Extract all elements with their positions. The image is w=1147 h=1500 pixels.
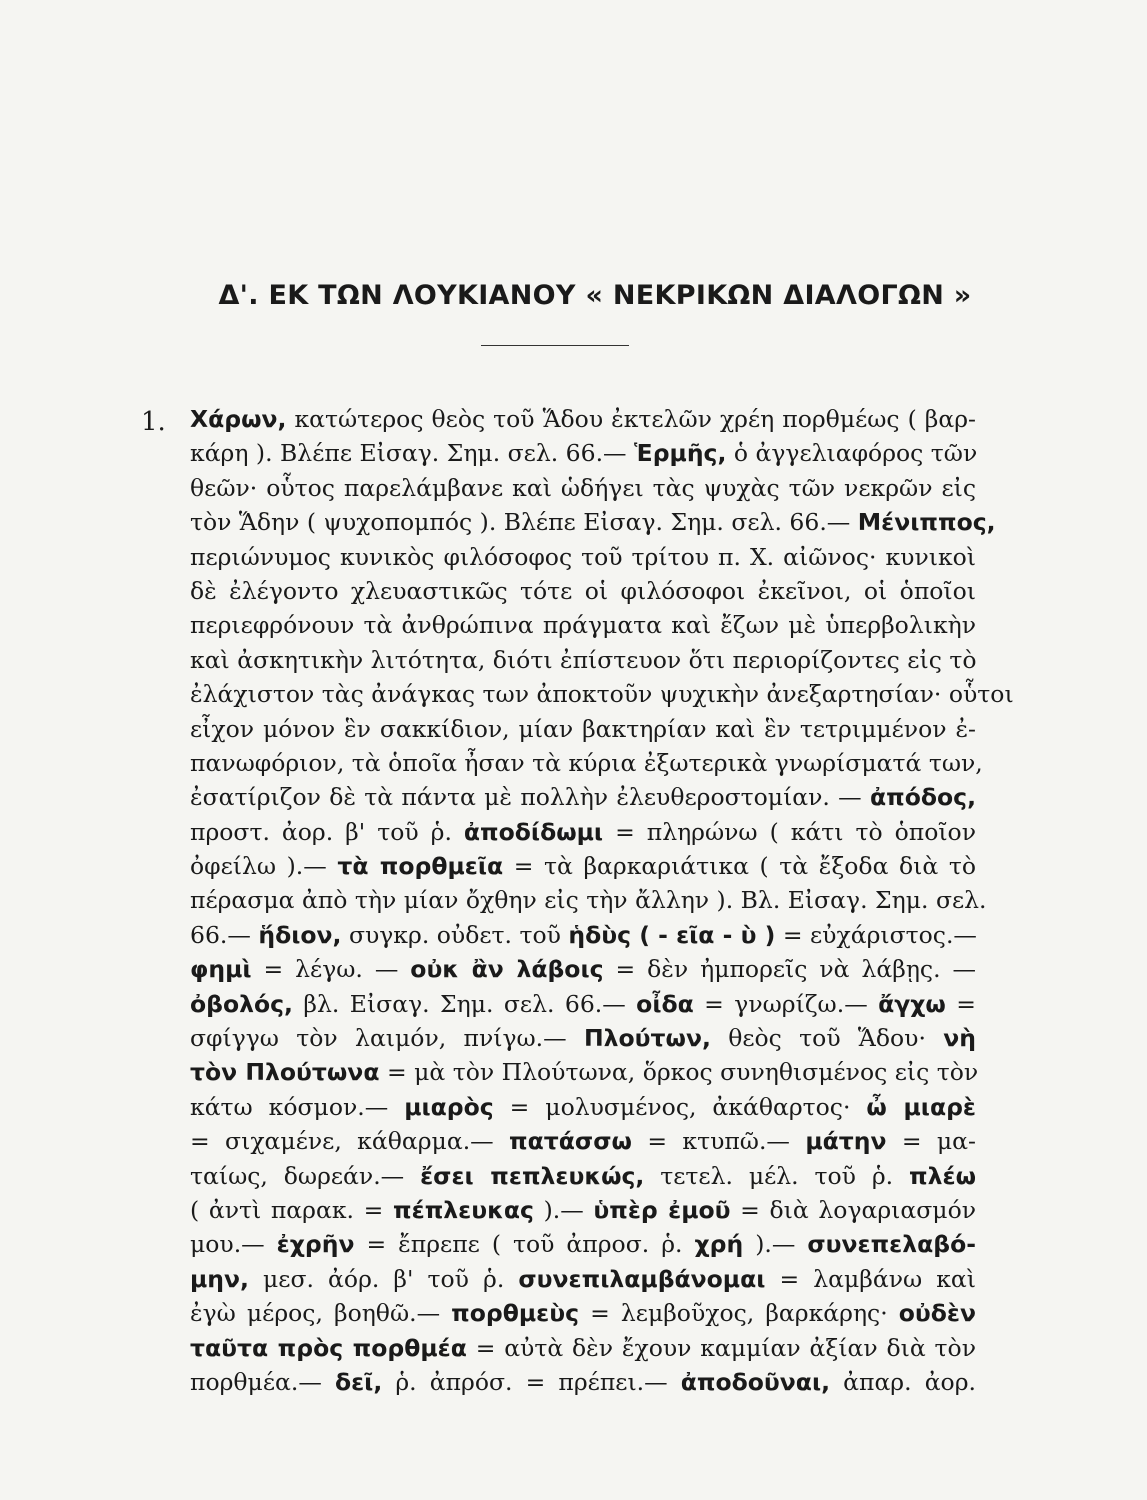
gloss-text: ὀφείλω ).—	[190, 852, 338, 881]
text-line	[190, 677, 1014, 711]
text-line	[190, 1331, 976, 1365]
gloss-text: βλ. Εἰσαγ. Σημ. σελ. 66.—	[293, 989, 637, 1018]
glossary-term: ἀποδίδωμι	[463, 817, 604, 846]
text-line	[190, 471, 976, 505]
gloss-text: = διὰ λογαριασμόν	[730, 1195, 977, 1224]
gloss-text: ῥ. ἀπρόσ. = πρέπει.—	[382, 1367, 681, 1396]
glossary-paragraph	[190, 402, 1014, 1399]
gloss-text: 66.—	[190, 920, 259, 949]
text-line	[190, 574, 976, 608]
gloss-text: = αὐτὰ δὲν ἔχουν καμμίαν ἀξίαν διὰ τὸν	[466, 1333, 976, 1362]
text-line	[190, 1055, 979, 1089]
glossary-term: ἡδὺς ( - εῖα - ὺ )	[568, 920, 776, 949]
text-line	[190, 712, 976, 746]
gloss-text: περιεφρόνουν τὰ ἀνθρώπινα πράγματα καὶ ἔζων μὲ ὑπερβολικὴν	[190, 611, 976, 640]
gloss-text: μεσ. ἀόρ. β' τοῦ ῥ.	[248, 1264, 519, 1293]
text-line	[190, 746, 983, 780]
text-line	[190, 952, 976, 986]
gloss-text: ( ἀντὶ παρακ. =	[190, 1195, 394, 1224]
glossary-term: μιαρὸς	[404, 1092, 494, 1121]
gloss-text: ἐλάχιστον τὰς ἀνάγκας των ἀποκτοῦν ψυχικὴν ἀνεξαρτησίαν· οὗτοι	[190, 680, 1014, 709]
glossary-term: χρή	[694, 1230, 744, 1259]
gloss-text: καὶ ἀσκητικὴν λιτότητα, διότι ἐπίστευον ὅτι περιορίζοντες εἰς τὸ	[190, 645, 977, 674]
gloss-text: μου.—	[190, 1230, 277, 1259]
gloss-text: = κτυπῶ.—	[631, 1127, 806, 1156]
page-title: Δ'. ΕΚ ΤΩΝ ΛΟΥΚΙΑΝΟΥ « ΝΕΚΡΙΚΩΝ ΔΙΑΛΟΓΩΝ »	[218, 280, 972, 311]
glossary-term: δεῖ,	[334, 1367, 383, 1396]
gloss-text: κάρη ). Βλέπε Εἰσαγ. Σημ. σελ. 66.—	[190, 439, 635, 468]
glossary-term: Χάρων,	[190, 405, 287, 433]
glossary-term: ἔσει πεπλευκώς,	[420, 1161, 645, 1190]
text-line	[190, 918, 976, 952]
gloss-text: ὁ ἀγγελιαφόρος τῶν	[726, 439, 978, 468]
text-line	[190, 1021, 976, 1055]
glossary-term: πέπλευκας	[393, 1195, 534, 1224]
gloss-text: συγκρ. οὐδετ. τοῦ	[341, 920, 569, 949]
glossary-term: ἥδιον,	[258, 920, 342, 949]
glossary-term: Πλούτων,	[583, 1024, 711, 1053]
gloss-text: = μολυσμένος, ἀκάθαρτος·	[493, 1092, 867, 1121]
gloss-text: περιώνυμος κυνικὸς φιλόσοφος τοῦ τρίτου π. Χ. αἰῶνος· κυνικοὶ	[190, 542, 976, 571]
glossary-term: ὀβολός,	[190, 989, 293, 1018]
gloss-text: τετελ. μέλ. τοῦ ῥ.	[644, 1161, 910, 1190]
text-line	[190, 1262, 976, 1296]
gloss-text: εἶχον μόνον ἓν σακκίδιον, μίαν βακτηρίαν καὶ ἓν τετριμμένον ἐ-	[190, 714, 976, 743]
glossary-term: μην,	[190, 1264, 249, 1293]
item-number: 1.	[141, 407, 166, 437]
gloss-text: προστ. ἀορ. β' τοῦ ῥ.	[190, 817, 464, 846]
gloss-text: = γνωρίζω.—	[693, 989, 879, 1018]
glossary-term: νὴ	[943, 1024, 976, 1053]
gloss-text: = σιχαμένε, κάθαρμα.—	[190, 1127, 510, 1156]
gloss-text: κατώτερος θεὸς τοῦ Ἅδου ἐκτελῶν χρέη πορθμέως ( βαρ-	[286, 405, 976, 433]
glossary-term: μάτην	[805, 1127, 887, 1156]
glossary-term: Ἑρμῆς,	[634, 439, 727, 468]
text-line	[190, 1365, 976, 1399]
text-line	[190, 987, 976, 1021]
gloss-text: πανωφόριον, τὰ ὁποῖα ἦσαν τὰ κύρια ἐξωτερικὰ γνωρίσματά των,	[190, 748, 983, 777]
gloss-text: = μὰ τὸν Πλούτωνα, ὅρκος συνηθισμένος εἰς τὸν	[379, 1058, 979, 1087]
text-line	[190, 1296, 976, 1330]
gloss-text: ).—	[743, 1230, 808, 1259]
gloss-text: τὸν Ἅδην ( ψυχοπομπός ). Βλέπε Εἰσαγ. Σημ. σελ. 66.—	[190, 508, 858, 537]
glossary-term: φημὶ	[190, 955, 252, 984]
glossary-term: πλέω	[909, 1161, 976, 1190]
text-line	[190, 1227, 976, 1261]
glossary-term: ὑπὲρ ἐμοῦ	[593, 1195, 731, 1224]
gloss-text: θεῶν· οὗτος παρελάμβανε καὶ ὡδήγει τὰς ψυχὰς τῶν νεκρῶν εἰς	[190, 473, 976, 502]
gloss-text: πέρασμα ἀπὸ τὴν μίαν ὄχθην εἰς τὴν ἄλλην ). Βλ. Εἰσαγ. Σημ. σελ.	[190, 886, 987, 915]
text-line	[190, 1193, 976, 1227]
text-line	[190, 643, 976, 677]
gloss-text: ἐσατίριζον δὲ τὰ πάντα μὲ πολλὴν ἐλευθεροστομίαν. —	[190, 783, 870, 812]
gloss-text: ταίως, δωρεάν.—	[190, 1161, 421, 1190]
gloss-text: =	[945, 989, 976, 1018]
gloss-text: = μα-	[886, 1127, 976, 1156]
glossary-term: οἶδα	[636, 989, 694, 1018]
glossary-term: τὰ πορθμεῖα	[337, 852, 504, 881]
glossary-term: ἀπόδος,	[869, 783, 976, 812]
gloss-text: δὲ ἐλέγοντο χλευαστικῶς τότε οἱ φιλόσοφοι ἐκεῖνοι, οἱ ὁποῖοι	[190, 576, 976, 605]
text-line	[190, 402, 976, 436]
text-line	[190, 436, 976, 470]
gloss-text: = ἔπρεπε ( τοῦ ἀπροσ. ῥ.	[354, 1230, 695, 1259]
gloss-text: ἀπαρ. ἀορ.	[830, 1367, 976, 1396]
text-line	[190, 505, 996, 539]
text-line	[190, 849, 976, 883]
gloss-text: = λαμβάνω καὶ	[765, 1264, 976, 1293]
text-line	[190, 780, 976, 814]
text-line	[190, 1124, 976, 1158]
glossary-term: τὸν Πλούτωνα	[190, 1058, 380, 1087]
gloss-text: = λέγω. —	[251, 955, 411, 984]
glossary-term: πορθμεὺς	[451, 1299, 580, 1328]
text-line	[190, 540, 976, 574]
glossary-term: οὐκ ἂν λάβοις	[410, 955, 604, 984]
glossary-term: οὐδὲν	[898, 1299, 976, 1328]
text-line	[190, 608, 976, 642]
text-line	[190, 815, 976, 849]
text-line	[190, 1090, 976, 1124]
gloss-text: = λεμβοῦχος, βαρκάρης·	[579, 1299, 899, 1328]
text-line	[190, 1159, 976, 1193]
glossary-term: συνεπελαβό-	[807, 1230, 976, 1259]
glossary-term: πατάσσω	[509, 1127, 632, 1156]
glossary-term: ἐχρῆν	[276, 1230, 355, 1259]
gloss-text: = δὲν ἠμπορεῖς νὰ λάβῃς. —	[603, 955, 976, 984]
gloss-text: ).—	[533, 1195, 594, 1224]
glossary-term: ὦ μιαρὲ	[866, 1092, 976, 1121]
glossary-term: ἀποδοῦναι,	[680, 1367, 831, 1396]
title-underline-rule	[481, 345, 629, 346]
glossary-term: ἄγχω	[878, 989, 946, 1018]
gloss-text: = τὰ βαρκαριάτικα ( τὰ ἔξοδα διὰ τὸ	[503, 852, 976, 881]
gloss-text: θεὸς τοῦ Ἅδου·	[710, 1024, 944, 1053]
gloss-text: = εὐχάριστος.—	[775, 920, 977, 949]
glossary-term: ταῦτα πρὸς πορθμέα	[190, 1333, 467, 1362]
glossary-term: συνεπιλαμβάνομαι	[518, 1264, 766, 1293]
gloss-text: κάτω κόσμον.—	[190, 1092, 405, 1121]
gloss-text: πορθμέα.—	[190, 1367, 335, 1396]
gloss-text: σφίγγω τὸν λαιμόν, πνίγω.—	[190, 1024, 584, 1053]
gloss-text: ἐγὼ μέρος, βοηθῶ.—	[190, 1299, 452, 1328]
text-line	[190, 883, 987, 917]
glossary-term: Μένιππος,	[857, 508, 996, 537]
gloss-text: = πληρώνω ( κάτι τὸ ὁποῖον	[603, 817, 976, 846]
